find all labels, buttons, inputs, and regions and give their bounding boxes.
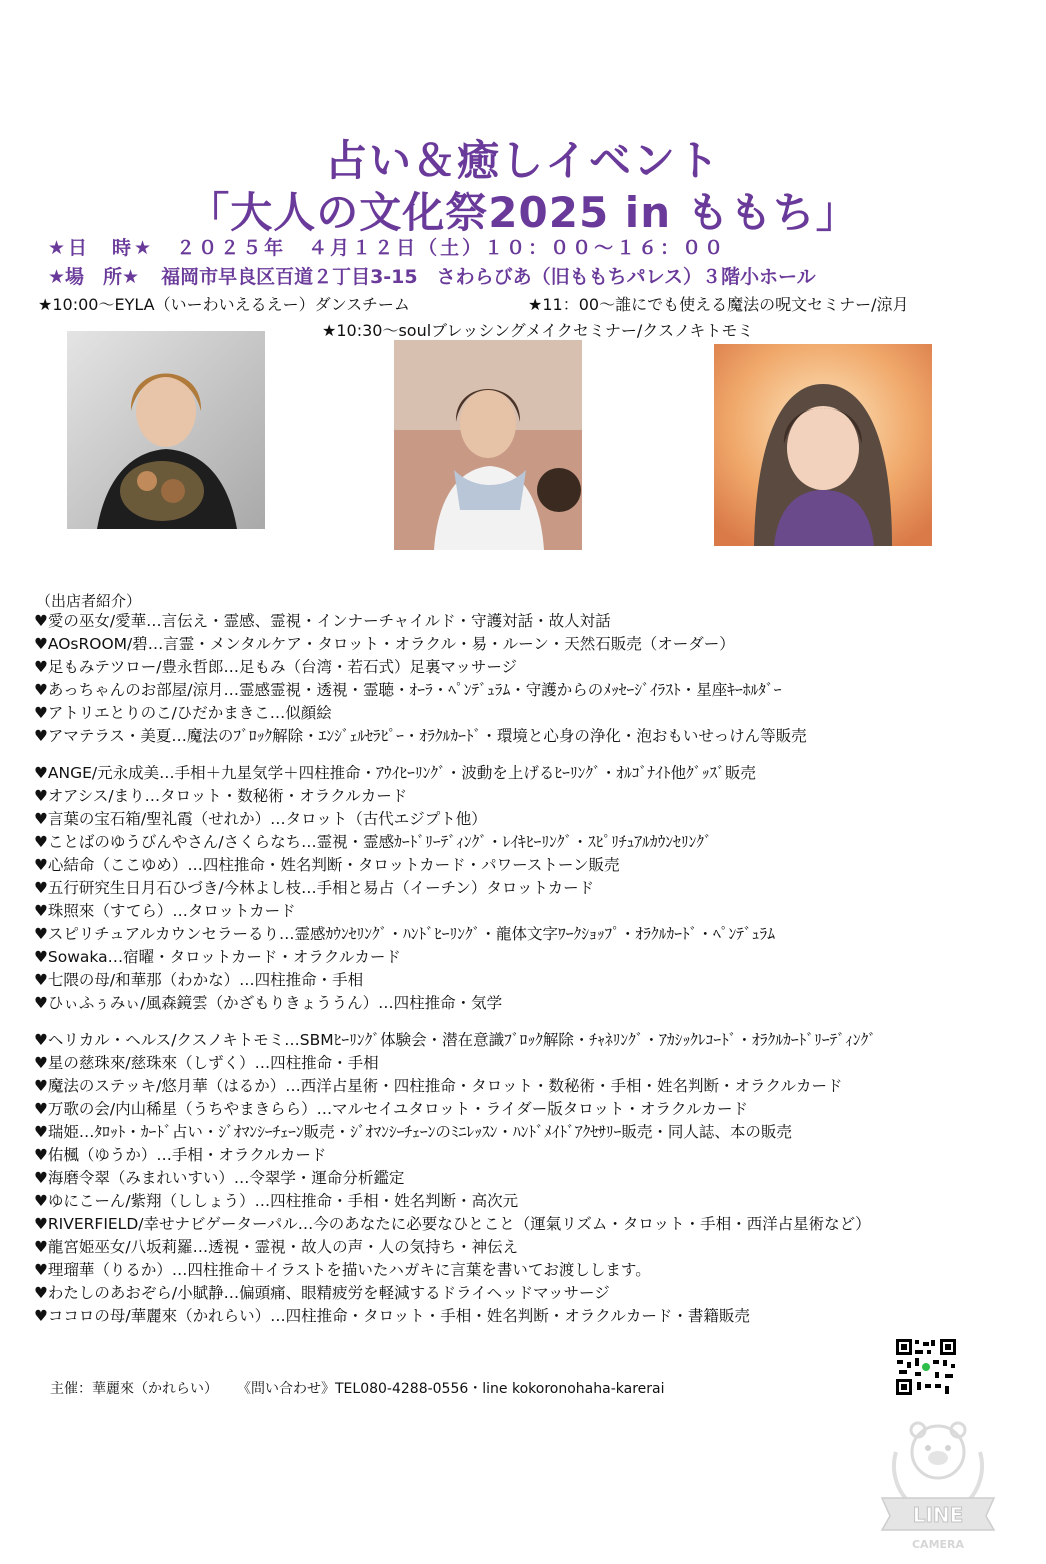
performer-photo-1	[67, 331, 265, 529]
list-item: ♥ヘリカル・ヘルス/クスノキトモミ…SBMﾋｰﾘﾝｸﾞ体験会・潜在意識ﾌﾞﾛｯｸ解除・ﾁｬﾈﾘﾝｸﾞ・ｱｶｼｯｸﾚｺｰﾄﾞ・ｵﾗｸﾙｶｰﾄﾞﾘｰﾃﾞｨﾝｸﾞ	[34, 1031, 877, 1049]
venue-value: 福岡市早良区百道２丁目3-15 さわらびあ（旧ももちパレス）３階小ホール	[161, 266, 816, 288]
list-item: ♥RIVERFIELD/幸せナビゲーターパル…今のあなたに必要なひとこと（運氣リズム・タロット・手相・西洋占星術など）	[34, 1215, 871, 1233]
list-gap	[34, 748, 1034, 762]
list-item: ♥足もみテツロー/豊永哲郎…足もみ（台湾・若石式）足裏マッサージ	[34, 658, 518, 676]
event-subtitle: 「大人の文化祭2025 in ももち」	[187, 188, 859, 237]
event-datetime	[48, 233, 726, 260]
list-item: ♥佑楓（ゆうか）…手相・オラクルカード	[34, 1146, 327, 1164]
watermark-subtext: CAMERA	[911, 1538, 965, 1551]
list-item: ♥アトリエとりのこ/ひだかまきこ…似顔絵	[34, 704, 332, 722]
list-item: ♥瑞姫…ﾀﾛｯﾄ・ｶｰﾄﾞ占い・ｼﾞｵﾏﾝｼｰﾁｪｰﾝ販売・ｼﾞｵﾏﾝｼｰﾁｪｰﾝのﾐﾆﾚｯｽﾝ・ﾊﾝﾄﾞﾒｲﾄﾞｱｸｾｻﾘｰ販売・同人誌、本の販売	[34, 1123, 792, 1141]
list-item: ♥ココロの母/華麗來（かれらい）…四柱推命・タロット・手相・姓名判断・オラクルカード・書籍販売	[34, 1307, 750, 1325]
datetime-value: ２０２５年 ４月１２日（土）１０：００〜１６：００	[176, 237, 727, 259]
list-item: ♥万歌の会/内山稀星（うちやまきらら）…マルセイユタロット・ライダー版タロット・オラクルカード	[34, 1100, 748, 1118]
list-item: ♥オアシス/まり…タロット・数秘術・オラクルカード	[34, 787, 408, 805]
program-dance: ★10:00〜EYLA（いーわいえるえー）ダンスチーム	[38, 295, 410, 314]
list-item: ♥海磨令翠（みまれいすい）…令翠学・運命分析鑑定	[34, 1169, 405, 1187]
list-item: ♥あっちゃんのお部屋/涼月…霊感霊視・透視・霊聴・ｵｰﾗ・ﾍﾟﾝﾃﾞｭﾗﾑ・守護からのﾒｯｾｰｼﾞｲﾗｽﾄ・星座ｷｰﾎﾙﾀﾞｰ	[34, 681, 782, 699]
list-item: ♥心結命（ここゆめ）…四柱推命・姓名判断・タロットカード・パワーストーン販売	[34, 856, 620, 874]
list-item: ♥ゆにこーん/紫翔（ししょう）…四柱推命・手相・姓名判断・高次元	[34, 1192, 519, 1210]
program-seminar: ★11：00〜誰にでも使える魔法の呪文セミナー/涼月	[528, 295, 909, 314]
exhibitor-heading: （出店者紹介）	[36, 592, 142, 610]
list-item: ♥ことばのゆうびんやさん/さくらなち…霊視・霊感ｶｰﾄﾞﾘｰﾃﾞｨﾝｸﾞ・ﾚｲｷﾋｰﾘﾝｸﾞ・ｽﾋﾟﾘﾁｭｱﾙｶｳﾝｾﾘﾝｸﾞ	[34, 833, 712, 851]
exhibitor-list	[34, 610, 1034, 1328]
list-item: ♥アマテラス・美夏…魔法のﾌﾞﾛｯｸ解除・ｴﾝｼﾞｪﾙｾﾗﾋﾟｰ・ｵﾗｸﾙｶｰﾄﾞ・環境と心身の浄化・泡おもいせっけん等販売	[34, 727, 807, 745]
list-item: ♥言葉の宝石箱/聖礼霞（せれか）…タロット（古代エジプト他）	[34, 810, 487, 828]
list-item: ♥愛の巫女/愛華…言伝え・霊感、霊視・インナーチャイルド・守護対話・故人対話	[34, 612, 611, 630]
list-item: ♥ひぃふぅみぃ/風森鏡雲（かざもりきょううん）…四柱推命・気学	[34, 994, 503, 1012]
list-item: ♥Sowaka…宿曜・タロットカード・オラクルカード	[34, 948, 401, 966]
event-venue	[48, 262, 816, 289]
qr-code-icon[interactable]	[895, 1338, 957, 1396]
list-item: ♥龍宮姫巫女/八坂莉羅…透視・霊視・故人の声・人の気持ち・神伝え	[34, 1238, 519, 1256]
list-item: ♥五行研究生日月石ひづき/今林よし枝…手相と易占（イーチン）タロットカード	[34, 879, 595, 897]
contact-info: 《問い合わせ》TEL080-4288-0556・line kokoronohaha-karerai	[244, 1381, 665, 1397]
list-item: ♥七隈の母/和華那（わかな）…四柱推命・手相	[34, 971, 364, 989]
list-item: ♥AOsROOM/碧…言霊・メンタルケア・タロット・オラクル・易・ルーン・天然石販売（オーダー）	[34, 635, 735, 653]
performer-photo-2	[394, 340, 582, 550]
list-item: ♥ANGE/元永成美…手相＋九星気学＋四柱推命・ｱｳｲﾋｰﾘﾝｸﾞ・波動を上げるﾋｰﾘﾝｸﾞ・ｵﾙｺﾞﾅｲﾄ他ｸﾞｯｽﾞ販売	[34, 764, 756, 782]
line-camera-logo	[878, 1412, 998, 1560]
list-item: ♥わたしのあおぞら/小賦静…偏頭痛、眼精疲労を軽減するドライヘッドマッサージ	[34, 1284, 610, 1302]
datetime-label: ★日 時★	[48, 237, 155, 259]
list-item: ♥珠照來（すてら）…タロットカード	[34, 902, 296, 920]
venue-label: ★場 所★	[48, 266, 140, 288]
program-makeup: ★10:30〜soulブレッシングメイクセミナー/クスノキトモミ	[322, 321, 754, 340]
list-gap	[34, 1015, 1034, 1029]
performer-photo-3	[714, 344, 932, 546]
footer	[50, 1378, 690, 1398]
list-item: ♥星の慈珠來/慈珠來（しずく）…四柱推命・手相	[34, 1054, 379, 1072]
list-item: ♥魔法のステッキ/悠月華（はるか）…西洋占星術・四柱推命・タロット・数秘術・手相・姓名判断・オラクルカード	[34, 1077, 843, 1095]
list-item: ♥スピリチュアルカウンセラーるり…霊感ｶｳﾝｾﾘﾝｸﾞ・ﾊﾝﾄﾞﾋｰﾘﾝｸﾞ・龍体文字ﾜｰｸｼｮｯﾌﾟ・ｵﾗｸﾙｶｰﾄﾞ・ﾍﾟﾝﾃﾞｭﾗﾑ	[34, 925, 776, 943]
event-title: 占い＆癒しイベント	[324, 136, 721, 185]
list-item: ♥理瑠華（りるか）…四柱推命＋イラストを描いたハガキに言葉を書いてお渡しします。	[34, 1261, 651, 1279]
watermark-text: LINE	[912, 1503, 964, 1527]
organizer: 主催：華麗來（かれらい）	[50, 1381, 218, 1397]
